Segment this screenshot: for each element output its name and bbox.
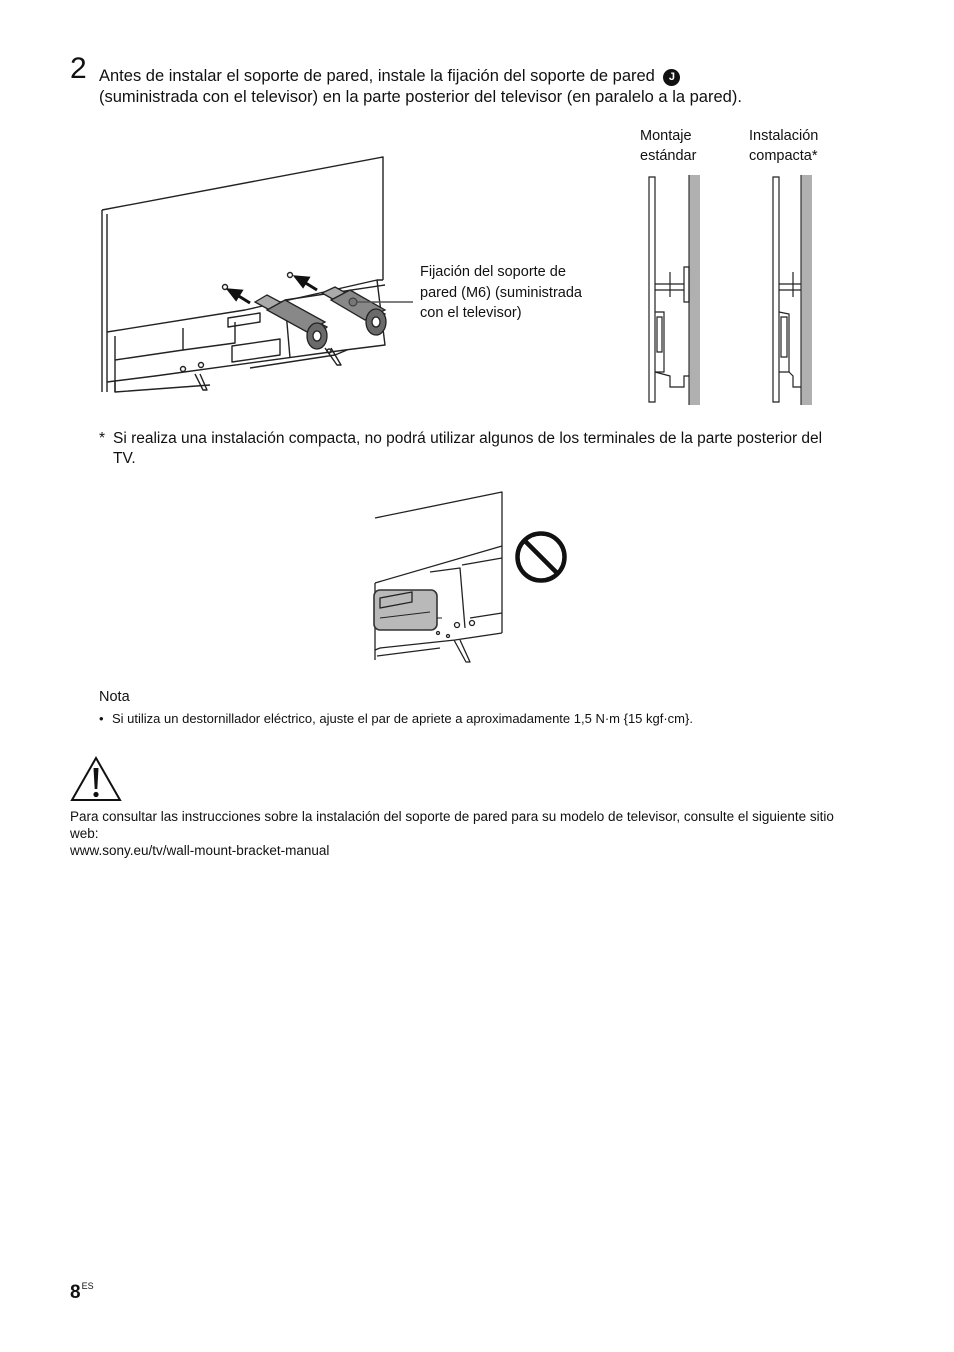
compact-mount-label	[749, 126, 859, 166]
step-number: 2	[70, 52, 87, 85]
footnote-text: Si realiza una instalación compacta, no podrá utilizar algunos de los terminales de la parte posterior del TV.	[113, 430, 823, 467]
page-number	[70, 1281, 94, 1304]
footnote-marker: *	[99, 430, 106, 447]
blocked-terminals-illustration	[370, 488, 580, 668]
bracket-callout-label: Fijación del soporte de pared (M6) (suministrada con el televisor)	[420, 264, 582, 321]
note-item-text: Si utiliza un destornillador eléctrico, ajuste el par de apriete a aproximadamente 1,5 N·m {15 kgf·cm}.	[112, 711, 693, 726]
wall-mount-info-body: Para consultar las instrucciones sobre la instalación del soporte de pared para su modelo de televisor, consulte el siguiente sitio web:	[70, 809, 834, 841]
standard-mount-label	[640, 126, 740, 166]
step-text-part2: (suministrada con el televisor) en la parte posterior del televisor (en paralelo a la pared).	[99, 88, 742, 106]
tv-rear-illustration	[95, 150, 405, 400]
page-number-value: 8	[70, 1282, 81, 1303]
standard-mount-side-view	[640, 172, 710, 407]
step-instruction	[99, 66, 889, 108]
step-text-part1: Antes de instalar el soporte de pared, instale la fijación del soporte de pared	[99, 67, 655, 85]
wall-mount-info-text	[70, 808, 860, 859]
note-bullet: •	[99, 711, 104, 726]
note-heading: Nota	[99, 689, 130, 705]
warning-triangle-icon	[70, 756, 122, 802]
page-language-suffix: ES	[81, 1281, 94, 1291]
compact-mount-label-line1: Instalación	[749, 128, 819, 144]
compact-mount-side-view	[765, 172, 825, 407]
wall-mount-manual-url[interactable]: www.sony.eu/tv/wall-mount-bracket-manual	[70, 843, 330, 858]
part-badge-j: J	[663, 69, 680, 86]
standard-mount-label-line2: estándar	[640, 148, 697, 164]
standard-mount-label-line1: Montaje	[640, 128, 692, 144]
compact-mount-label-line2: compacta*	[749, 148, 818, 164]
